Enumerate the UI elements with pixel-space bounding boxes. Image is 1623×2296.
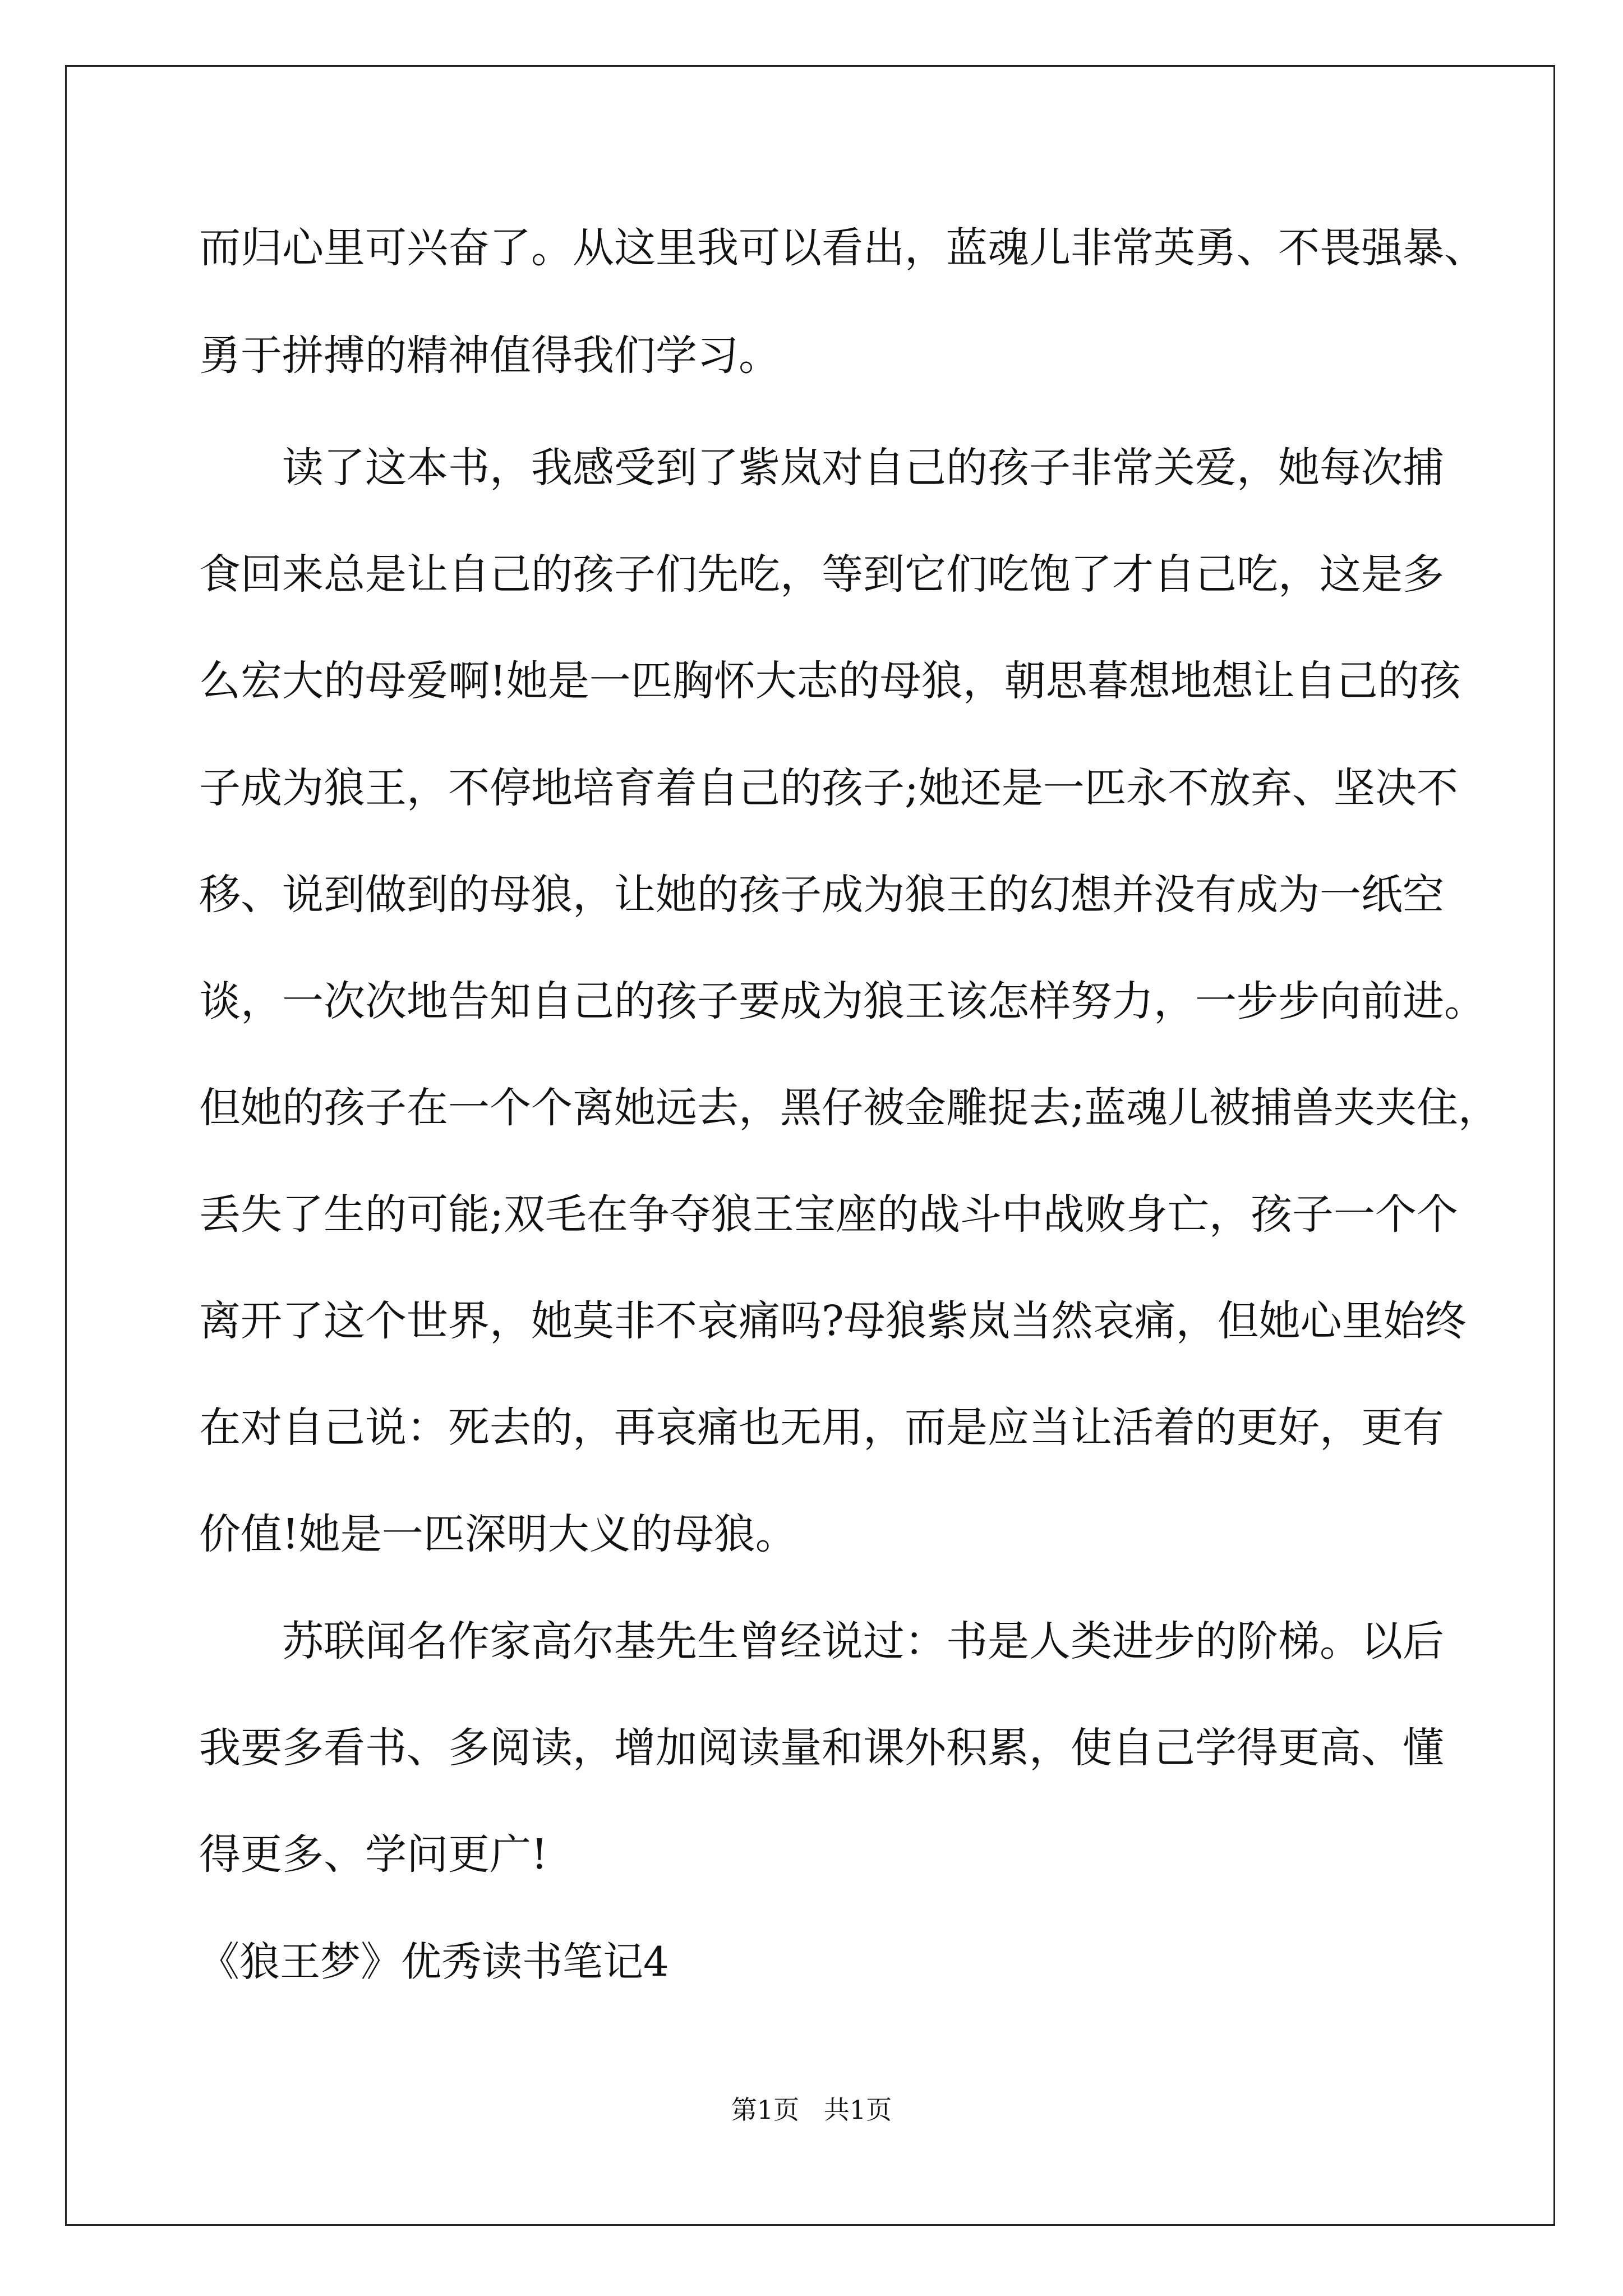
text-line: 在对自己说：死去的，再哀痛也无用，而是应当让活着的更好，更有 bbox=[199, 1404, 1444, 1452]
text-line: 但她的孩子在一个个离她远去，黑仔被金雕捉去;蓝魂儿被捕兽夹夹住， bbox=[199, 1084, 1500, 1132]
text-line: 么宏大的母爱啊!她是一匹胸怀大志的母狼，朝思暮想地想让自己的孩 bbox=[199, 657, 1461, 705]
text-line: 我要多看书、多阅读，增加阅读量和课外积累，使自己学得更高、懂 bbox=[199, 1724, 1444, 1772]
text-line: 丢失了生的可能;双毛在争夺狼王宝座的战斗中战败身亡，孩子一个个 bbox=[199, 1190, 1458, 1239]
text-line: 读了这本书，我感受到了紫岚对自己的孩子非常关爱，她每次捕 bbox=[282, 444, 1444, 492]
text-line: 谈，一次次地告知自己的孩子要成为狼王该怎样努力，一步步向前进。 bbox=[199, 977, 1486, 1025]
text-line: 子成为狼王，不停地培育着自己的孩子;她还是一匹永不放弃、坚决不 bbox=[199, 764, 1458, 812]
page-border bbox=[65, 65, 1555, 2226]
text-line: 离开了这个世界，她莫非不哀痛吗?母狼紫岚当然哀痛，但她心里始终 bbox=[199, 1297, 1467, 1345]
page-footer: 第1页 共1页 bbox=[731, 2095, 892, 2125]
text-line: 勇于拼搏的精神值得我们学习。 bbox=[199, 332, 780, 380]
text-line: 移、说到做到的母狼，让她的孩子成为狼王的幻想并没有成为一纸空 bbox=[199, 871, 1444, 919]
text-line: 苏联闻名作家高尔基先生曾经说过：书是人类进步的阶梯。以后 bbox=[282, 1617, 1444, 1665]
text-line: 而归心里可兴奋了。从这里我可以看出，蓝魂儿非常英勇、不畏强暴、 bbox=[199, 224, 1486, 272]
text-line: 食回来总是让自己的孩子们先吃，等到它们吃饱了才自己吃，这是多 bbox=[199, 550, 1444, 599]
section-heading: 《狼王梦》优秀读书笔记4 bbox=[199, 1938, 669, 1985]
text-line: 价值!她是一匹深明大义的母狼。 bbox=[199, 1510, 797, 1558]
text-line: 得更多、学问更广! bbox=[199, 1830, 548, 1879]
